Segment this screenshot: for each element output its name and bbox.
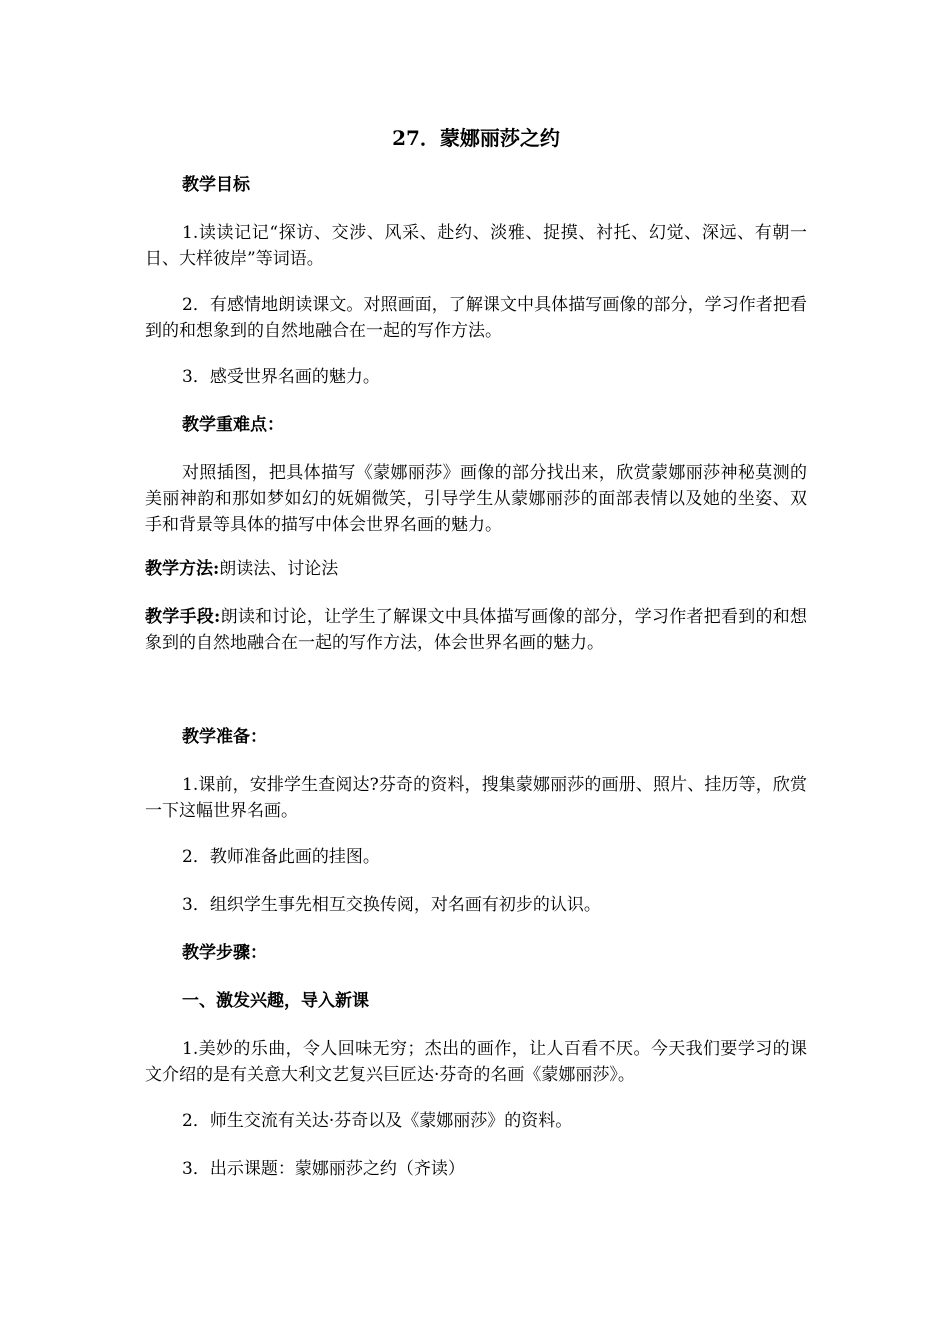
step-1-item-2: 2．师生交流有关达·芬奇以及《蒙娜丽莎》的资料。 — [182, 1111, 573, 1131]
objectives-heading: 教学目标 — [182, 175, 250, 195]
step-section-1-heading: 一、激发兴趣，导入新课 — [182, 991, 369, 1011]
means-text: 朗读和讨论，让学生了解课文中具体描写画像的部分，学习作者把看到的和想象到的自然地融合在一起的写作方法，体会世界名画的魅力。 — [145, 607, 808, 653]
preparation-item-2: 2．教师准备此画的挂图。 — [182, 847, 380, 867]
key-points-text: 对照插图，把具体描写《蒙娜丽莎》画像的部分找出来，欣赏蒙娜丽莎神秘莫测的美丽神韵和那如梦如幻的妩媚微笑，引导学生从蒙娜丽莎的面部表情以及她的坐姿、双手和背景等具体的描写中体会世界名画的魅力。 — [145, 463, 807, 535]
preparation-item-1: 1.课前，安排学生查阅达?芬奇的资料，搜集蒙娜丽莎的画册、照片、挂历等，欣赏一下这幅世界名画。 — [145, 775, 807, 821]
step-1-item-3: 3．出示课题：蒙娜丽莎之约（齐读） — [182, 1159, 465, 1179]
objective-item-3: 3．感受世界名画的魅力。 — [182, 367, 380, 387]
objective-item-2: 2．有感情地朗读课文。对照画面，了解课文中具体描写画像的部分，学习作者把看到的和想象到的自然地融合在一起的写作方法。 — [145, 295, 807, 341]
document-page — [145, 0, 807, 1344]
preparation-heading: 教学准备： — [182, 727, 267, 747]
objective-item-1: 1.读读记记“探访、交涉、风采、赴约、淡雅、捉摸、衬托、幻觉、深远、有朝一日、大样彼岸”等词语。 — [145, 223, 807, 269]
step-1-item-1: 1.美妙的乐曲，令人回味无穷；杰出的画作，让人百看不厌。今天我们要学习的课文介绍的是有关意大利文艺复兴巨匠达·芬奇的名画《蒙娜丽莎》。 — [145, 1039, 807, 1085]
methods-line — [145, 556, 807, 582]
methods-text: 朗读法、讨论法 — [219, 559, 339, 579]
means-label: 教学手段: — [145, 607, 221, 627]
means-line — [145, 604, 807, 656]
preparation-item-3: 3．组织学生事先相互交换传阅，对名画有初步的认识。 — [182, 895, 601, 915]
key-points-heading: 教学重难点： — [182, 415, 284, 435]
methods-label: 教学方法: — [145, 559, 220, 579]
page-title: 27．蒙娜丽莎之约 — [392, 126, 560, 150]
steps-heading: 教学步骤： — [182, 943, 267, 963]
